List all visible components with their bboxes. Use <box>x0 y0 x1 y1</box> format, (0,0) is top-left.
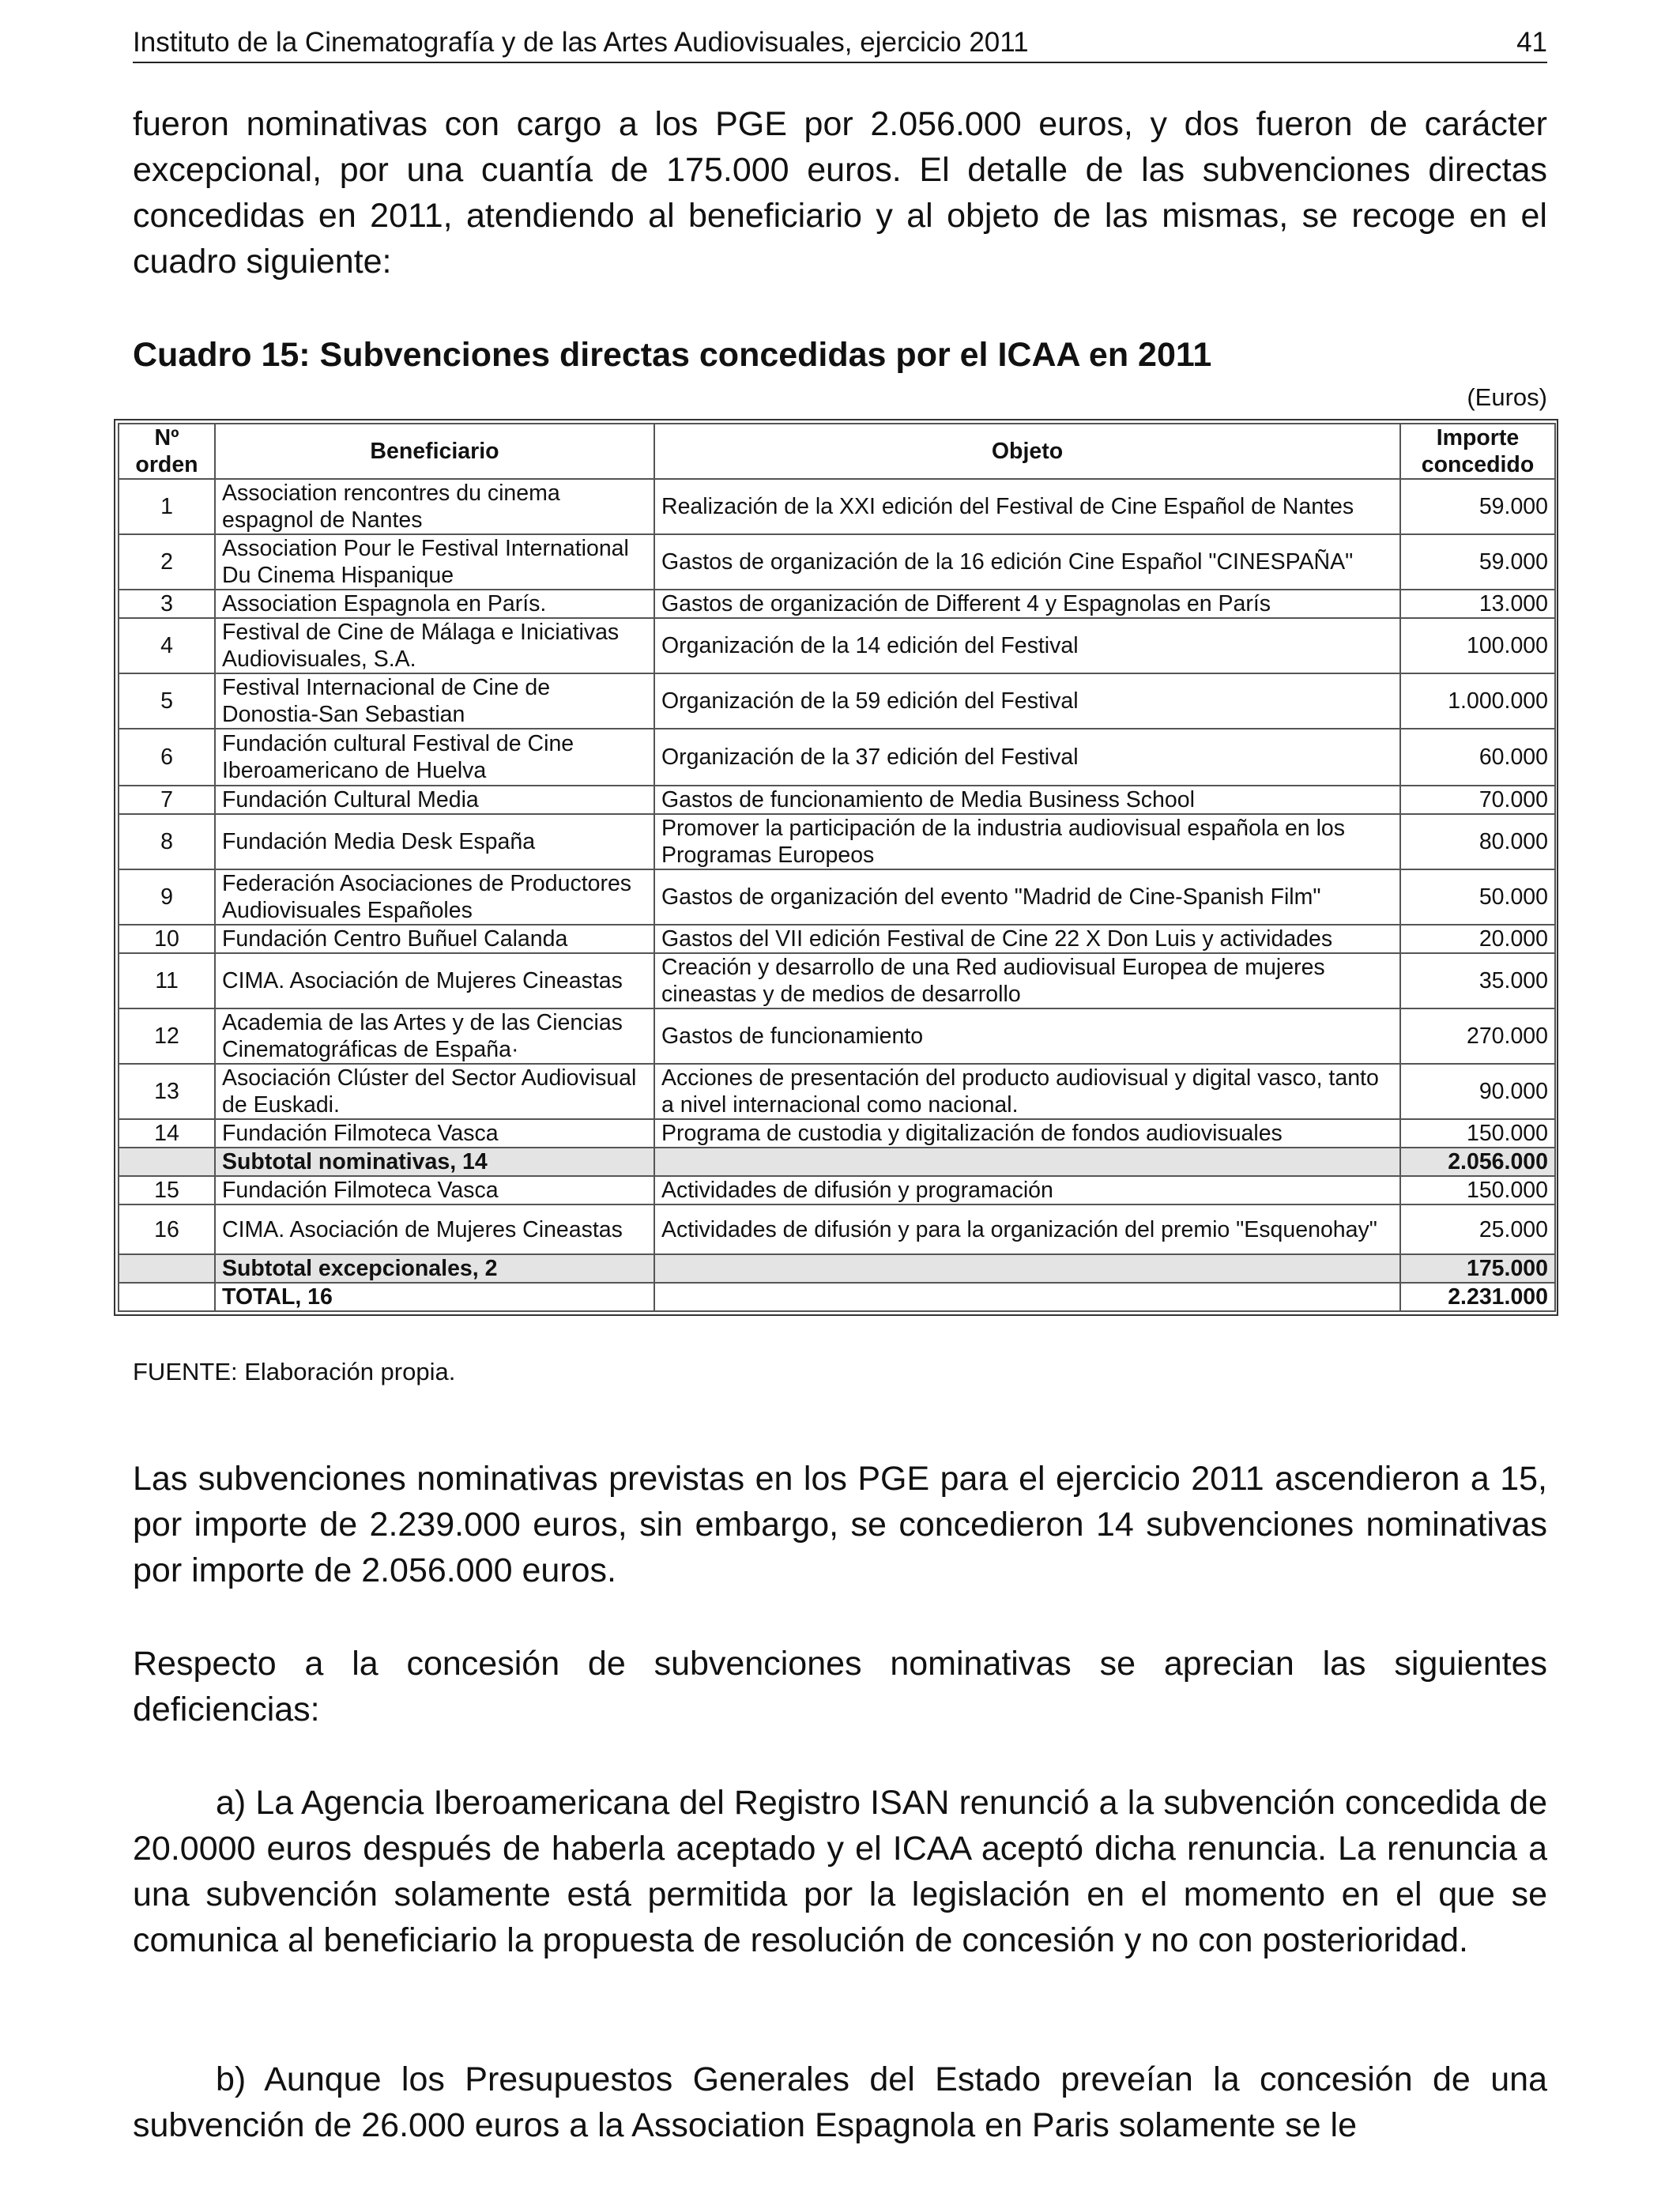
row-beneficiario: Fundación Cultural Media <box>215 786 654 814</box>
row-beneficiario: Association Pour le Festival International Du Cinema Hispanique <box>215 534 654 590</box>
row-objeto: Gastos de funcionamiento <box>654 1008 1400 1064</box>
row-beneficiario: CIMA. Asociación de Mujeres Cineastas <box>215 953 654 1008</box>
row-beneficiario: Academia de las Artes y de las Ciencias Cinematográficas de España· <box>215 1008 654 1064</box>
subtotal-excepcionales-label: Subtotal excepcionales, 2 <box>215 1254 654 1283</box>
row-number: 14 <box>119 1119 215 1148</box>
paragraph-2: Respecto a la concesión de subvenciones nominativas se aprecian las siguientes deficiencias: <box>133 1645 1547 1728</box>
table-row <box>119 1064 1555 1119</box>
table-row <box>119 953 1555 1008</box>
row-beneficiario: Fundación Filmoteca Vasca <box>215 1176 654 1204</box>
row-number: 4 <box>119 618 215 673</box>
row-number: 6 <box>119 729 215 786</box>
row-importe: 100.000 <box>1400 618 1555 673</box>
row-number: 10 <box>119 925 215 953</box>
row-importe: 59.000 <box>1400 534 1555 590</box>
row-number: 12 <box>119 1008 215 1064</box>
row-importe: 60.000 <box>1400 729 1555 786</box>
row-objeto: Organización de la 37 edición del Festival <box>654 729 1400 786</box>
table-row <box>119 786 1555 814</box>
table-row <box>119 618 1555 673</box>
row-importe: 150.000 <box>1400 1176 1555 1204</box>
subtotal-nominativas-amount: 2.056.000 <box>1400 1148 1555 1176</box>
row-objeto: Actividades de difusión y programación <box>654 1176 1400 1204</box>
row-importe: 25.000 <box>1400 1204 1555 1254</box>
subsidies-table-frame <box>114 419 1558 1316</box>
row-beneficiario: Association Espagnola en París. <box>215 590 654 618</box>
subtotal-excepcionales-row <box>119 1254 1555 1283</box>
header-orden: Nº orden <box>119 424 215 479</box>
row-importe: 20.000 <box>1400 925 1555 953</box>
row-importe: 270.000 <box>1400 1008 1555 1064</box>
row-importe: 70.000 <box>1400 786 1555 814</box>
row-objeto: Creación y desarrollo de una Red audiovisual Europea de mujeres cineastas y de medios de desarrollo <box>654 953 1400 1008</box>
row-importe: 90.000 <box>1400 1064 1555 1119</box>
row-number: 15 <box>119 1176 215 1204</box>
row-beneficiario: Fundación Media Desk España <box>215 814 654 869</box>
subtotal-nominativas-row <box>119 1148 1555 1176</box>
row-number: 1 <box>119 479 215 534</box>
row-objeto: Gastos del VII edición Festival de Cine 22 X Don Luis y actividades <box>654 925 1400 953</box>
table-row <box>119 534 1555 590</box>
row-number: 8 <box>119 814 215 869</box>
paragraph-1: Las subvenciones nominativas previstas en los PGE para el ejercicio 2011 ascendieron a 15, por importe de 2.239.000 euros, sin embargo, se concedieron 14 subvenciones nominativas por importe de 2.056.000 euros. <box>133 1460 1547 1589</box>
row-importe: 1.000.000 <box>1400 673 1555 729</box>
table-row <box>119 869 1555 925</box>
row-objeto: Gastos de funcionamiento de Media Business School <box>654 786 1400 814</box>
rows-excepcionales <box>119 1176 1555 1254</box>
page-header <box>133 24 1547 63</box>
row-objeto: Actividades de difusión y para la organización del premio "Esquenohay" <box>654 1204 1400 1254</box>
row-objeto: Programa de custodia y digitalización de fondos audiovisuales <box>654 1119 1400 1148</box>
row-beneficiario: Association rencontres du cinema espagnol de Nantes <box>215 479 654 534</box>
table-row <box>119 1204 1555 1254</box>
row-number: 13 <box>119 1064 215 1119</box>
header-importe: Importe concedido <box>1400 424 1555 479</box>
table-title: Cuadro 15: Subvenciones directas concedidas por el ICAA en 2011 <box>133 336 1212 374</box>
row-importe: 50.000 <box>1400 869 1555 925</box>
rows-nominativas <box>119 479 1555 1148</box>
total-label: TOTAL, 16 <box>215 1283 654 1311</box>
row-importe: 80.000 <box>1400 814 1555 869</box>
row-number: 11 <box>119 953 215 1008</box>
paragraph-item-b: b) Aunque los Presupuestos Generales del Estado preveían la concesión de una subvención de 26.000 euros a la Association Espagnola en Paris solamente se le <box>133 2060 1547 2144</box>
subsidies-table <box>118 423 1556 1312</box>
table-units: (Euros) <box>1467 383 1547 411</box>
table-row <box>119 590 1555 618</box>
page-number: 41 <box>1516 27 1547 58</box>
row-importe: 150.000 <box>1400 1119 1555 1148</box>
row-objeto: Gastos de organización de la 16 edición Cine Español "CINESPAÑA" <box>654 534 1400 590</box>
header-beneficiario: Beneficiario <box>215 424 654 479</box>
row-objeto: Organización de la 59 edición del Festival <box>654 673 1400 729</box>
row-objeto: Acciones de presentación del producto audiovisual y digital vasco, tanto a nivel internacional como nacional. <box>654 1064 1400 1119</box>
row-objeto: Promover la participación de la industria audiovisual española en los Programas Europeos <box>654 814 1400 869</box>
row-number: 5 <box>119 673 215 729</box>
row-beneficiario: Festival Internacional de Cine de Donostia-San Sebastian <box>215 673 654 729</box>
header-objeto: Objeto <box>654 424 1400 479</box>
table-row <box>119 729 1555 786</box>
row-beneficiario: Federación Asociaciones de Productores Audiovisuales Españoles <box>215 869 654 925</box>
table-row <box>119 814 1555 869</box>
intro-paragraph: fueron nominativas con cargo a los PGE por 2.056.000 euros, y dos fueron de carácter excepcional, por una cuantía de 175.000 euros. El detalle de las subvenciones directas concedidas en 2011, atendiendo al beneficiario y al objeto de las mismas, se recoge en el cuadro siguiente: <box>133 105 1547 281</box>
table-row <box>119 1008 1555 1064</box>
table-row <box>119 1119 1555 1148</box>
row-objeto: Realización de la XXI edición del Festival de Cine Español de Nantes <box>654 479 1400 534</box>
row-beneficiario: Asociación Clúster del Sector Audiovisual de Euskadi. <box>215 1064 654 1119</box>
subtotal-nominativas-label: Subtotal nominativas, 14 <box>215 1148 654 1176</box>
row-number: 9 <box>119 869 215 925</box>
row-number: 3 <box>119 590 215 618</box>
table-header-row <box>119 424 1555 479</box>
row-objeto: Gastos de organización de Different 4 y Espagnolas en París <box>654 590 1400 618</box>
subtotal-excepcionales-amount: 175.000 <box>1400 1254 1555 1283</box>
total-amount: 2.231.000 <box>1400 1283 1555 1311</box>
row-beneficiario: Fundación Filmoteca Vasca <box>215 1119 654 1148</box>
paragraph-item-a: a) La Agencia Iberoamericana del Registro ISAN renunció a la subvención concedida de 20.0000 euros después de haberla aceptado y el ICAA aceptó dicha renuncia. La renuncia a una subvención solamente está permitida por la legislación en el momento en el que se comunica al beneficiario la propuesta de resolución de concesión y no con posterioridad. <box>133 1784 1547 1959</box>
total-row <box>119 1283 1555 1311</box>
table-row <box>119 673 1555 729</box>
table-source: FUENTE: Elaboración propia. <box>133 1358 456 1385</box>
row-objeto: Gastos de organización del evento "Madrid de Cine-Spanish Film" <box>654 869 1400 925</box>
row-importe: 35.000 <box>1400 953 1555 1008</box>
table-row <box>119 479 1555 534</box>
row-number: 7 <box>119 786 215 814</box>
row-beneficiario: Fundación cultural Festival de Cine Iberoamericano de Huelva <box>215 729 654 786</box>
table-row <box>119 925 1555 953</box>
row-number: 16 <box>119 1204 215 1254</box>
row-number: 2 <box>119 534 215 590</box>
row-beneficiario: Festival de Cine de Málaga e Iniciativas Audiovisuales, S.A. <box>215 618 654 673</box>
row-importe: 59.000 <box>1400 479 1555 534</box>
row-objeto: Organización de la 14 edición del Festival <box>654 618 1400 673</box>
table-row <box>119 1176 1555 1204</box>
row-importe: 13.000 <box>1400 590 1555 618</box>
row-beneficiario: Fundación Centro Buñuel Calanda <box>215 925 654 953</box>
row-beneficiario: CIMA. Asociación de Mujeres Cineastas <box>215 1204 654 1254</box>
header-title: Instituto de la Cinematografía y de las Artes Audiovisuales, ejercicio 2011 <box>133 27 1029 58</box>
